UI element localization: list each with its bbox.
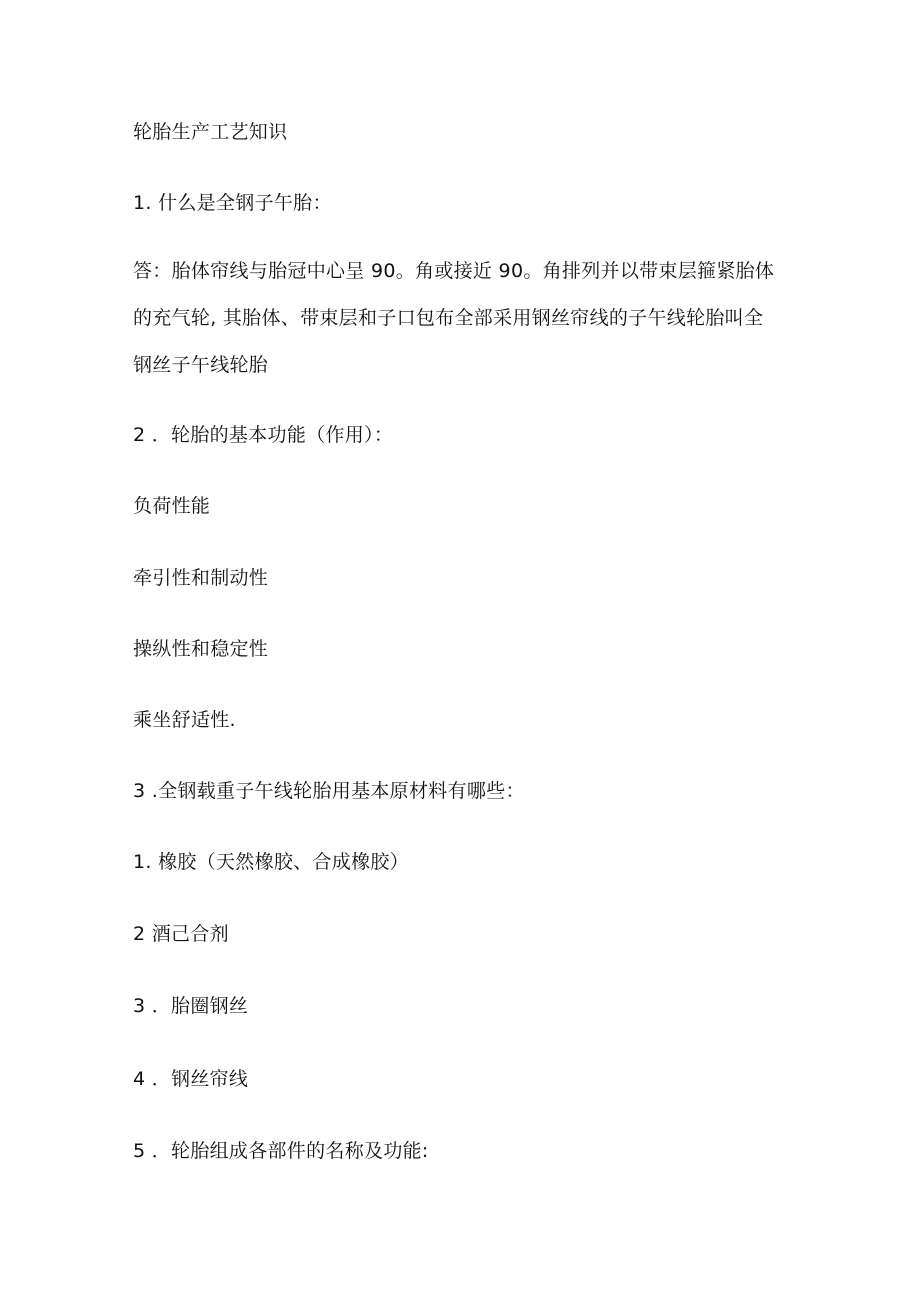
material-item: 2 酒己合剂	[133, 923, 229, 945]
function-item: 乘坐舒适性.	[133, 709, 236, 731]
question-5: 5 ．轮胎组成各部件的名称及功能:	[133, 1140, 429, 1162]
document-title: 轮胎生产工艺知识	[133, 121, 288, 143]
material-item: 1. 橡胶（天然橡胶、合成橡胶）	[133, 851, 409, 873]
answer-1-line-1: 答：胎体帘线与胎冠中心呈 90。角或接近 90。角排列并以带束层箍紧胎体	[133, 260, 775, 282]
material-item: 3 ．胎圈钢丝	[133, 995, 249, 1017]
answer-1-line-3: 钢丝子午线轮胎	[133, 354, 269, 376]
question-3: 3 .全钢载重子午线轮胎用基本原材料有哪些：	[133, 780, 525, 802]
function-item: 牵引性和制动性	[133, 567, 269, 589]
answer-1	[133, 248, 803, 389]
question-2: 2 ．轮胎的基本功能（作用）：	[133, 424, 394, 446]
function-item: 操纵性和稳定性	[133, 638, 269, 660]
material-item: 4 ．钢丝帘线	[133, 1068, 249, 1090]
question-1: 1. 什么是全钢子午胎：	[133, 192, 332, 214]
answer-1-line-2: 的充气轮, 其胎体、带束层和子口包布全部采用钢丝帘线的子午线轮胎叫全	[133, 307, 764, 329]
function-item: 负荷性能	[133, 495, 211, 517]
